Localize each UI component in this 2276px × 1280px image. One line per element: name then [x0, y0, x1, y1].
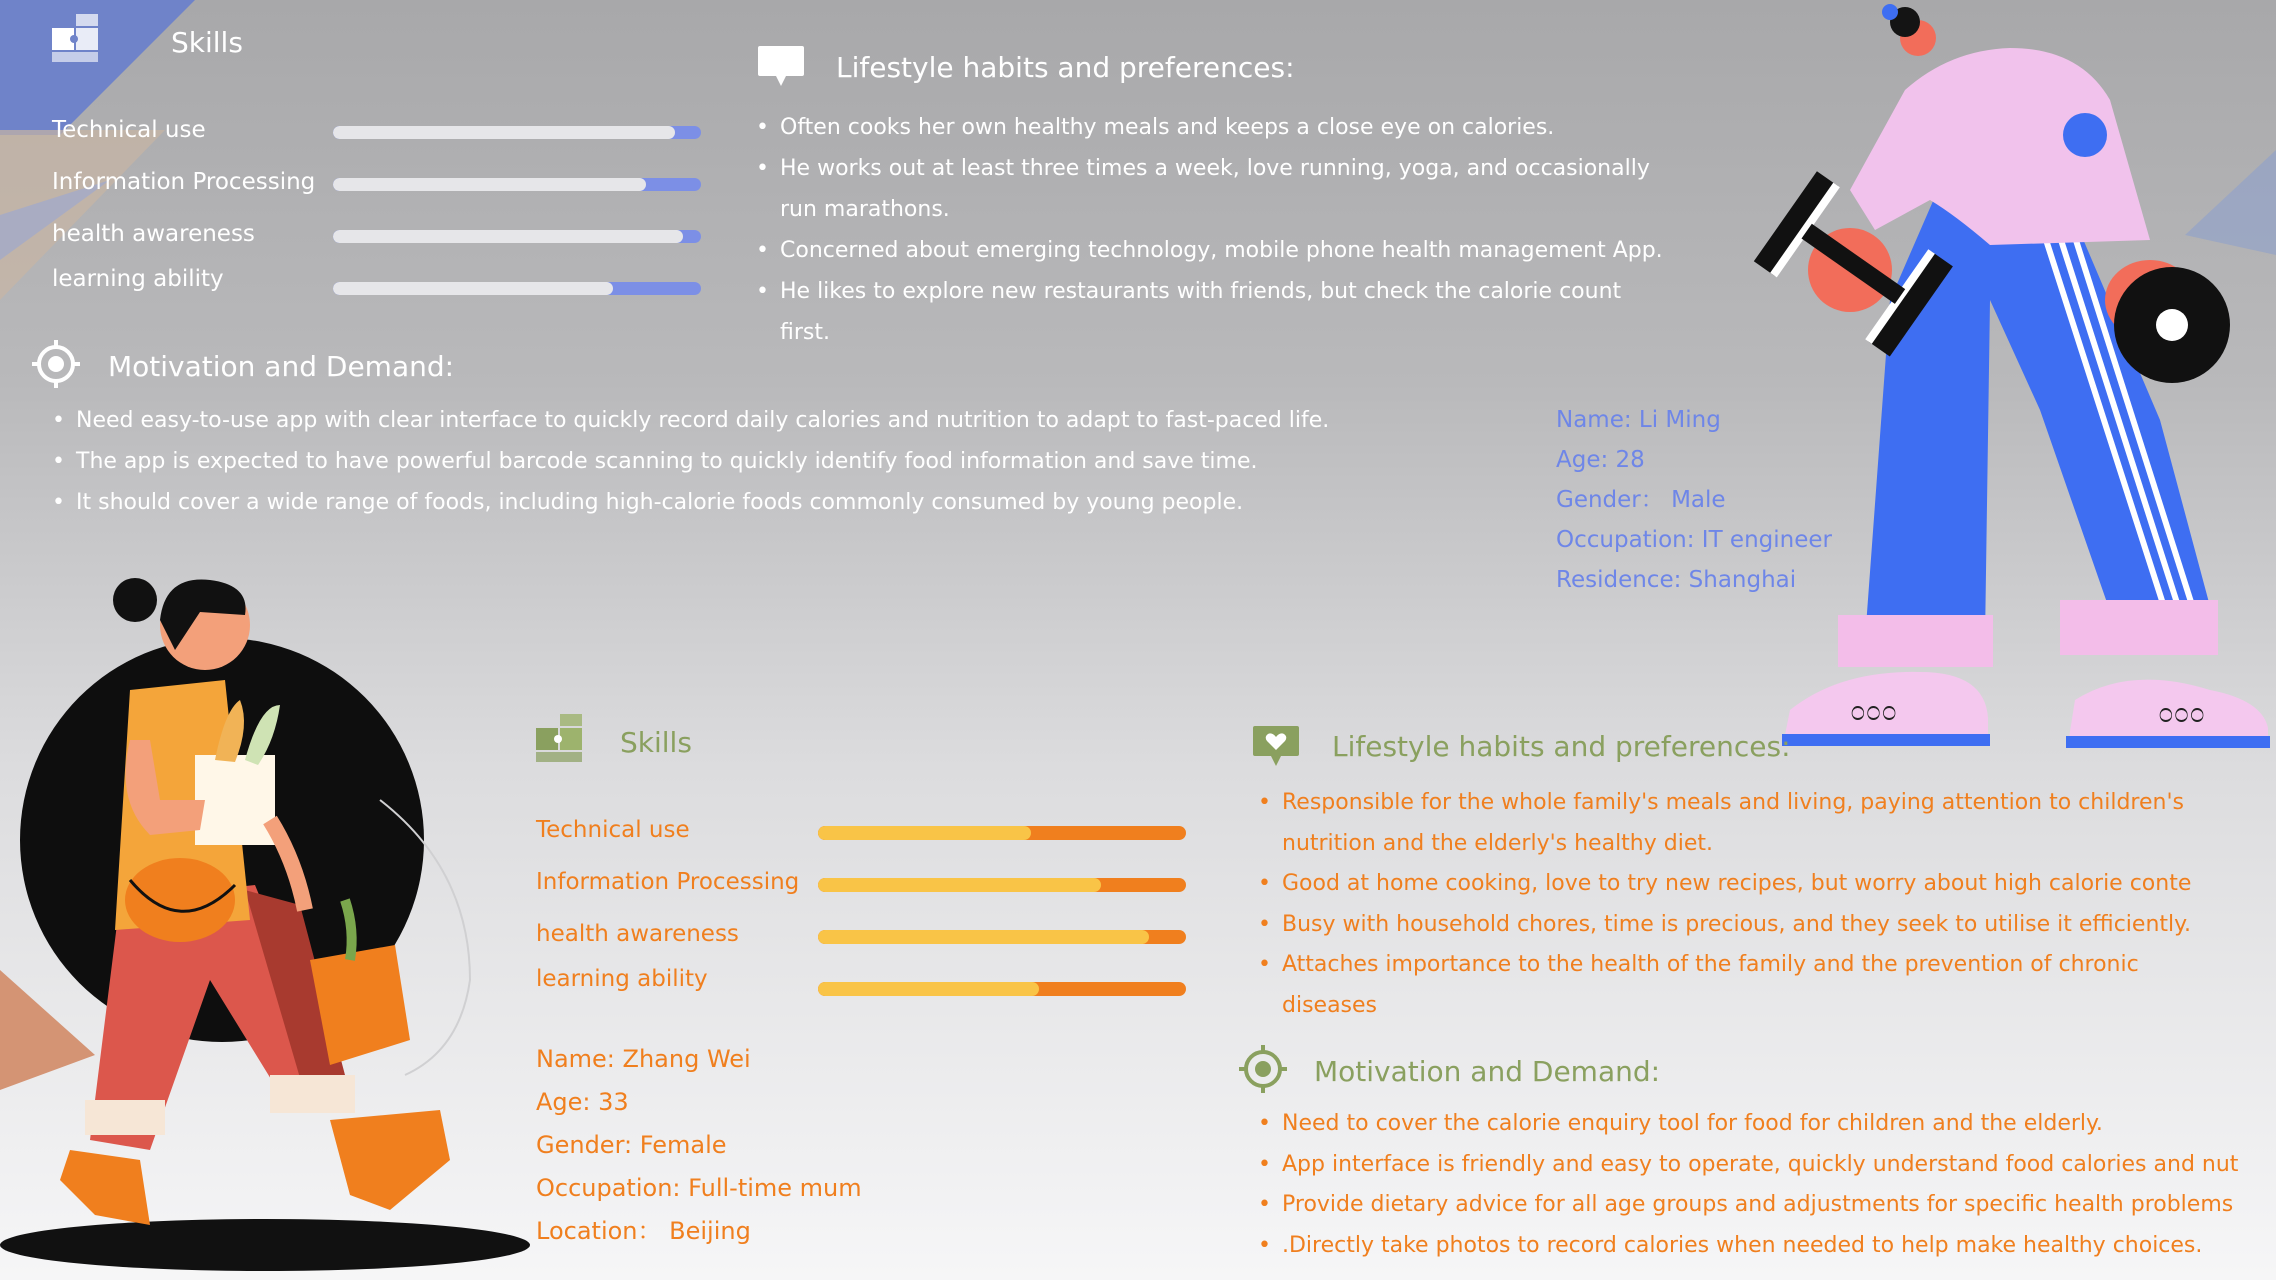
skill-bar: [818, 826, 1186, 840]
list-item-line: • Responsible for the whole family's meals and living, paying attention to children's: [1282, 790, 2184, 815]
lifestyle-list: [756, 107, 1676, 353]
persona-age: Age: 28: [1556, 447, 1645, 473]
skill-label: learning ability: [536, 966, 708, 992]
persona-residence: Residence: Shanghai: [1556, 567, 1797, 593]
skill-bar-fill: [818, 982, 1039, 996]
list-item-line: diseases: [1282, 992, 1378, 1018]
skills-title: Skills: [171, 26, 243, 59]
motivation-title: Motivation and Demand:: [108, 350, 455, 383]
skill-bar-fill: [818, 930, 1149, 944]
list-item: • Provide dietary advice for all age groups and adjustments for specific health problems: [1258, 1185, 2268, 1226]
persona-name: Name: Zhang Wei: [536, 1045, 751, 1073]
motivation-list: [52, 400, 1552, 523]
skills-title: Skills: [620, 726, 692, 759]
target-icon: [32, 340, 80, 388]
persona-name: Name: Li Ming: [1556, 407, 1721, 433]
svg-text:೦೦೦: ೦೦೦: [2158, 696, 2206, 729]
list-item: • He works out at least three times a week, love running, yoga, and occasionally run marathons.: [756, 148, 1676, 230]
list-item: [1258, 905, 2268, 946]
skill-label: learning ability: [52, 266, 224, 292]
ground-shadow: [0, 1219, 530, 1271]
list-item: • .Directly take photos to record calories when needed to help make healthy choices.: [1258, 1226, 2268, 1267]
motivation-title: Motivation and Demand:: [1314, 1055, 1661, 1088]
skill-bar-fill: [333, 282, 613, 295]
list-item: [1258, 783, 2268, 864]
skill-label: Information Processing: [52, 169, 316, 195]
skill-bar-fill: [333, 126, 675, 139]
skill-label: health awareness: [536, 921, 739, 947]
lifestyle-title: Lifestyle habits and preferences:: [1332, 730, 1791, 763]
persona-age: Age: 33: [536, 1088, 629, 1116]
persona-location: Location： Beijing: [536, 1217, 751, 1245]
skill-bar: [333, 126, 701, 139]
list-item: [1258, 945, 2268, 1026]
skill-bar-fill: [818, 878, 1101, 892]
skill-bar-fill: [333, 230, 683, 243]
skill-bar-fill: [818, 826, 1031, 840]
skill-label: Information Processing: [536, 869, 800, 895]
list-item-line: • Busy with household chores, time is precious, and they seek to utilise it efficiently.: [1282, 911, 2192, 937]
skill-bar: [818, 930, 1186, 944]
skill-bar: [333, 230, 701, 243]
list-item: • Need to cover the calorie enquiry tool for food for children and the elderly.: [1258, 1104, 2268, 1145]
puzzle-icon: [50, 12, 108, 64]
speech-bubble-icon: [756, 44, 806, 90]
svg-text:೦೦೦: ೦೦೦: [1850, 694, 1898, 727]
persona-gender: Gender： Male: [1556, 487, 1726, 513]
puzzle-icon: [534, 712, 590, 764]
list-item-line: • Attaches importance to the health of the family and the prevention of chronic: [1282, 952, 2139, 977]
target-icon: [1239, 1045, 1287, 1093]
persona-gender: Gender: Female: [536, 1131, 727, 1159]
skill-bar: [333, 282, 701, 295]
skill-bar: [818, 878, 1186, 892]
heart-message-icon: [1251, 724, 1301, 770]
persona-occupation: Occupation: IT engineer: [1556, 527, 1832, 553]
list-item: • Need easy-to-use app with clear interface to quickly record daily calories and nutrition to adapt to fast-paced life.: [52, 400, 1552, 441]
list-item: • Often cooks her own healthy meals and keeps a close eye on calories.: [756, 107, 1676, 148]
list-item: • App interface is friendly and easy to operate, quickly understand food calories and nut: [1258, 1145, 2268, 1186]
persona-info: [1556, 400, 1832, 600]
list-item: • Concerned about emerging technology, mobile phone health management App.: [756, 230, 1676, 271]
lifestyle-list: [1258, 783, 2268, 1026]
motivation-list: [1258, 1104, 2268, 1266]
lifestyle-title: Lifestyle habits and preferences:: [836, 51, 1295, 84]
persona-info: [536, 1038, 862, 1253]
skill-bar: [333, 178, 701, 191]
list-item-line: nutrition and the elderly's healthy diet.: [1282, 830, 1713, 856]
list-item-line: • Good at home cooking, love to try new recipes, but worry about high calorie conte: [1282, 871, 2192, 896]
skill-label: Technical use: [536, 817, 690, 843]
skill-label: Technical use: [52, 117, 206, 143]
skill-label: health awareness: [52, 221, 255, 247]
list-item: • It should cover a wide range of foods, including high-calorie foods commonly consumed by young people.: [52, 482, 1552, 523]
skill-bar: [818, 982, 1186, 996]
list-item: • He likes to explore new restaurants with friends, but check the calorie count first.: [756, 271, 1676, 353]
persona-occupation: Occupation: Full-time mum: [536, 1174, 862, 1202]
list-item: [1258, 864, 2268, 905]
skill-bar-fill: [333, 178, 646, 191]
list-item: • The app is expected to have powerful barcode scanning to quickly identify food information and save time.: [52, 441, 1552, 482]
